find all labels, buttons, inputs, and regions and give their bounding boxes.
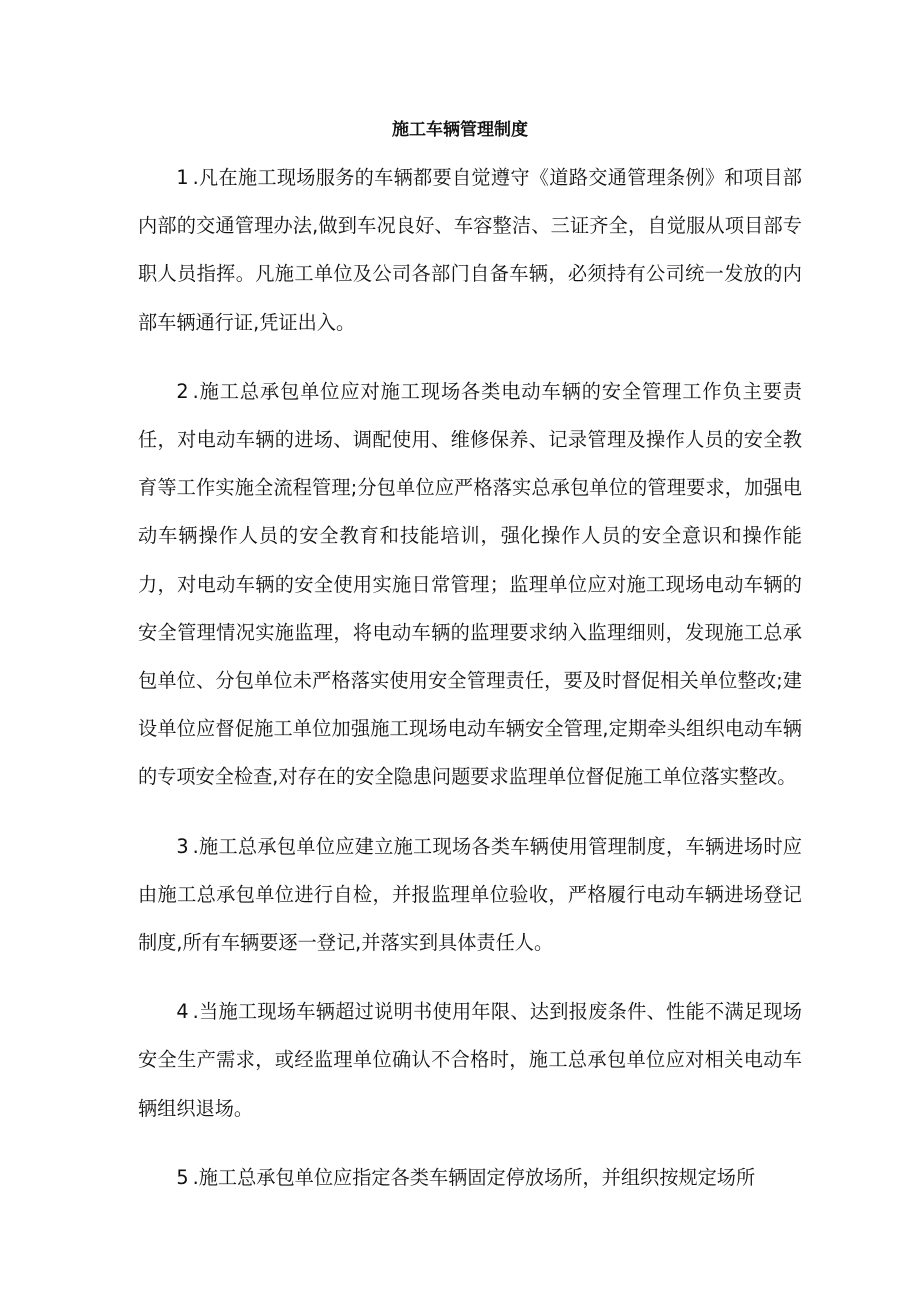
paragraph-text: .施工总承包单位应对施工现场各类电动车辆的安全管理工作负主要责任，对电动车辆的进场、调配使用、维修保养、记录管理及操作人员的安全教育等工作实施全流程管理;分包单位应严格落实总承包单位的管理要求，加强电动车辆操作人员的安全教育和技能培训，强化操作人员的安全意识和操作能力，对电动车辆的安全使用实施日常管理；监理单位应对施工现场电动车辆的安全管理情况实施监理，将电动车辆的监理要求纳入监理细则，发现施工总承包单位、分包单位未严格落实使用安全管理责任，要及时督促相关单位整改;建设单位应督促施工单位加强施工现场电动车辆安全管理,定期牵头组织电动车辆的专项安全检查,对存在的安全隐患问题要求监理单位督促施工单位落实整改。 [138,379,802,789]
paragraph-text: .当施工现场车辆超过说明书使用年限、达到报废条件、性能不满足现场安全生产需求，或经监理单位确认不合格时，施工总承包单位应对相关电动车辆组织退场。 [138,1000,802,1120]
document-title: 施工车辆管理制度 [392,120,528,140]
paragraph-text: .施工总承包单位应建立施工现场各类车辆使用管理制度，车辆进场时应由施工总承包单位进行自检，并报监理单位验收，严格履行电动车辆进场登记制度,所有车辆要逐一登记,并落实到具体责任人。 [138,834,802,955]
paragraph-text: .凡在施工现场服务的车辆都要自觉遵守《道路交通管理条例》和项目部内部的交通管理办法,做到车况良好、车容整洁、三证齐全，自觉服从项目部专职人员指挥。凡施工单位及公司各部门自备车辆，必须持有公司统一发放的内部车辆通行证,凭证出入。 [138,166,802,334]
paragraph-4 [138,988,802,1133]
paragraph-number: 1 [176,166,189,189]
paragraph-1 [138,154,802,347]
paragraph-number: 5 [176,1165,189,1189]
document-body [138,154,802,1223]
paragraph-number: 2 [176,379,189,403]
paragraph-number: 3 [176,834,189,858]
paragraph-3 [138,823,802,968]
paragraph-text: .施工总承包单位应指定各类车辆固定停放场所，并组织按规定场所 [192,1165,756,1189]
paragraph-2 [138,368,802,802]
paragraph-number: 4 [176,1000,189,1024]
paragraph-5 [138,1154,802,1202]
